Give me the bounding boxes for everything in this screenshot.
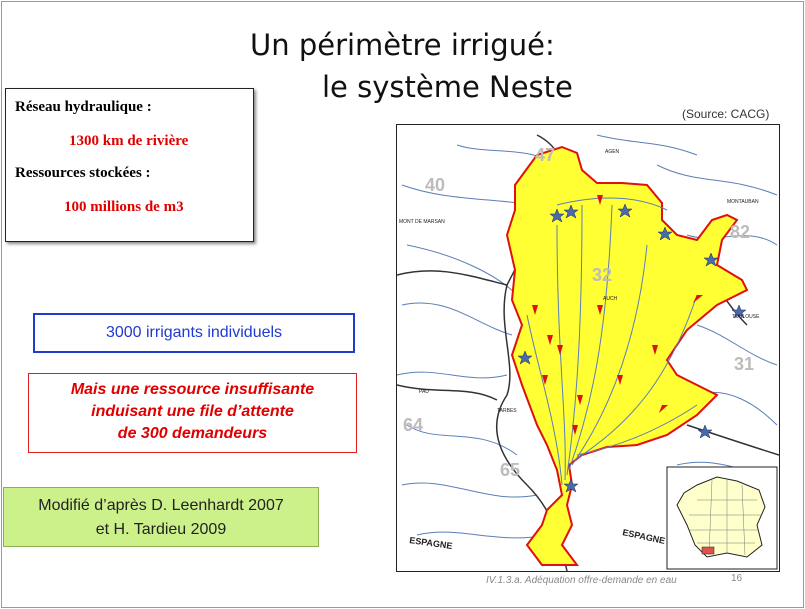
warning-line1: Mais une ressource insuffisante [70, 381, 315, 398]
credit-line2: et H. Tardieu 2009 [95, 521, 227, 538]
town-label: AUCH [603, 296, 618, 302]
hydraulic-info-box [5, 88, 254, 242]
page-number: 16 [731, 573, 743, 584]
town-label: MONT DE MARSAN [399, 219, 445, 225]
irrigants-box: 3000 irrigants individuels [33, 313, 355, 353]
storage-value: 100 millions de m3 [64, 199, 184, 215]
town-label: AGEN [605, 149, 620, 155]
dept-label: 82 [730, 222, 751, 242]
town-label: TARBES [497, 408, 517, 414]
town-label: PAU [419, 389, 429, 395]
france-inset-map [667, 467, 777, 569]
dept-label: 47 [535, 145, 556, 165]
map-graphic [397, 125, 779, 571]
country-label: ESPAGNE [408, 535, 454, 552]
dept-label: 64 [403, 415, 424, 435]
town-label: TOULOUSE [732, 314, 760, 320]
credit-line1: Modifié d’après D. Leenhardt 2007 [38, 497, 284, 514]
neste-map [396, 124, 780, 572]
network-value: 1300 km de rivière [69, 133, 189, 149]
warning-box [28, 373, 357, 453]
storage-label: Ressources stockées : [15, 165, 151, 181]
slide-title-line1: Un périmètre irrigué: [250, 28, 555, 62]
town-label: MONTAUBAN [727, 199, 759, 205]
source-label: (Source: CACG) [682, 107, 770, 121]
dept-label: 32 [592, 265, 613, 285]
credit-box [3, 487, 319, 547]
country-label: ESPAGNE [621, 527, 667, 546]
warning-line3: de 300 demandeurs [117, 425, 268, 442]
footer-text: IV.1.3.a. Adéquation offre-demande en eau [486, 575, 677, 586]
dept-label: 40 [425, 175, 446, 195]
dept-label: 31 [734, 354, 755, 374]
dept-label: 65 [500, 460, 521, 480]
network-label: Réseau hydraulique : [15, 99, 152, 115]
warning-line2: induisant une file d’attente [91, 403, 294, 420]
slide-title-line2: le système Neste [322, 70, 573, 104]
